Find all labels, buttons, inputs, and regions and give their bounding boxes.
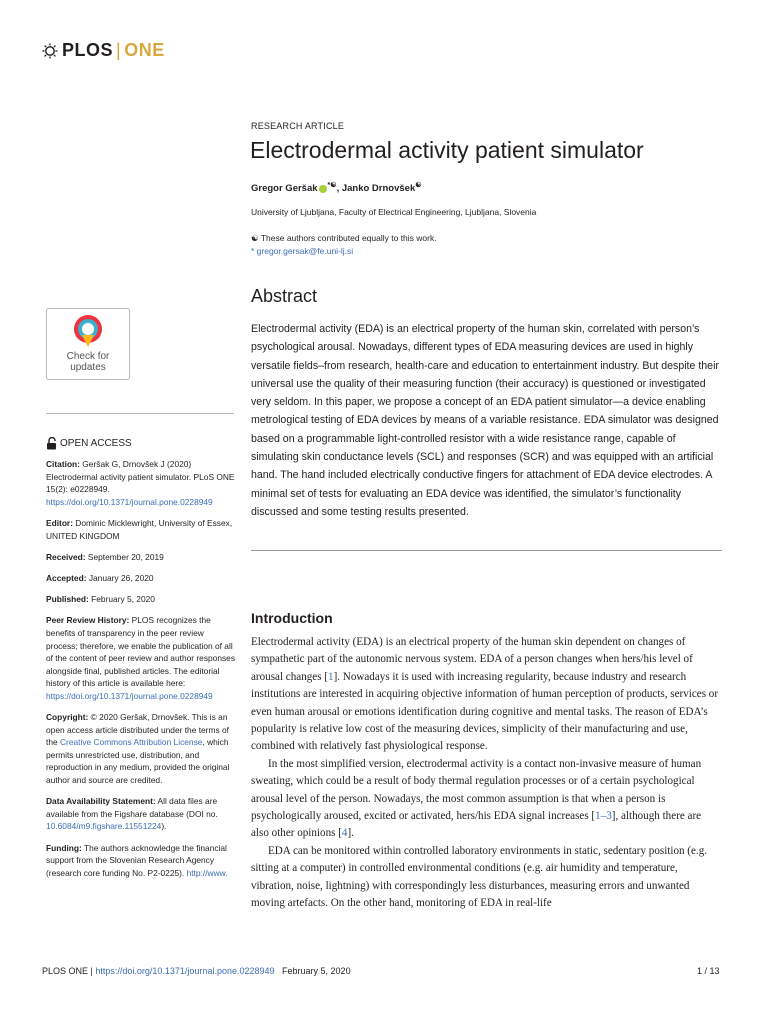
footer-date: February 5, 2020 <box>282 966 351 976</box>
funding-block <box>46 842 236 880</box>
plos-one-logo[interactable] <box>42 40 165 61</box>
crossmark-line2: updates <box>70 362 106 373</box>
intro-p2-text-end: ]. <box>347 827 354 840</box>
intro-paragraph-1 <box>251 634 721 756</box>
equal-contribution-text: These authors contributed equally to this work. <box>258 233 437 243</box>
equal-contribution-mark-1: ☯ <box>330 182 337 189</box>
abstract-divider <box>251 550 722 551</box>
published-label: Published: <box>46 594 89 605</box>
copyright-text: © 2020 Geršak, Drnovšek. This is an open access article distributed under the terms of the <box>46 712 229 748</box>
copyright-block <box>46 711 236 787</box>
reference-link[interactable]: 1 <box>328 670 334 683</box>
abstract-text: Electrodermal activity (EDA) is an electrical property of the human skin, correlated with person’s psychological arousal. Nowadays, different types of EDA measuring devices are used in highly versatile fields–from research, health-care and education to entertainment industry. But despite their universal use the quality of their measuring function (their accuracy) is questioned or investigated very seldom. In this paper, we propose a concept of an EDA patient simulator—a device enabling metrological testing of EDA devices by means of a variable resistance. EDA simulator was designed based on a programmable light-controlled resistor with a wide resistance range, capable of simulating skin conductance levels (SCL) and responses (SCR) and was equipped with an artificial hand. The hand included electrically conductive fingers for attachment of EDA device electrodes. A minimal set of tests for evaluating an EDA device was identified, the simulator’s functionality discussed and some testing results presented. <box>251 323 719 518</box>
email-asterisk: * <box>251 246 257 256</box>
data-availability-end: ). <box>161 821 167 832</box>
page-number: 1 / 13 <box>697 966 720 976</box>
copyright-text-end: , which permits unrestricted use, distribution, and reproduction in any medium, provided the original author and source are credited. <box>46 737 230 786</box>
reference-link[interactable]: 4 <box>341 827 348 840</box>
peer-review-block <box>46 614 236 702</box>
orcid-icon[interactable] <box>319 185 327 193</box>
intro-paragraph-3: EDA can be monitored within controlled laboratory environments in static, sedentary position (e.g. sitting at a computer) in controlled environmental conditions (e.g. air humidity and temperature, vibration, noise, lightning) with correspondingly less disturbances, measuring errors and unwanted moving artefacts. On the other hand, monitoring of EDA in real-life <box>251 844 708 910</box>
introduction-body <box>251 634 721 913</box>
footer-separator: | <box>88 966 96 976</box>
check-for-updates-badge[interactable] <box>46 308 130 380</box>
plos-sun-icon <box>42 43 58 59</box>
license-link[interactable]: Creative Commons Attribution License <box>59 737 203 748</box>
intro-paragraph-2 <box>251 756 721 843</box>
article-title: Electrodermal activity patient simulator <box>250 137 644 163</box>
open-access-label: OPEN ACCESS <box>60 438 132 449</box>
logo-plos-text: PLOS <box>62 40 114 60</box>
citation-doi-link[interactable]: https://doi.org/10.1371/journal.pone.0228949 <box>46 496 213 507</box>
abstract-heading: Abstract <box>251 286 318 306</box>
citation-text: Geršak G, Drnovšek J (2020) Electrodermal activity patient simulator. PLoS ONE 15(2): e0228949. <box>46 459 235 495</box>
equal-contribution-note <box>251 233 437 244</box>
funding-label: Funding: <box>46 842 82 853</box>
peer-review-text: PLOS recognizes the benefits of transparency in the peer review process; therefore, we enable the publication of all of the content of peer review and author responses alongside final, published articles. The editorial history of this article is available here: <box>46 615 236 689</box>
logo-one-text: ONE <box>124 40 165 60</box>
corresponding-email-link[interactable]: gregor.gersak@fe.uni-lj.si <box>256 246 354 256</box>
intro-p1-text: Electrodermal activity (EDA) is an electrical property of the human skin dependent on changes of sympathetic part of the autonomic nervous system. EDA of a person changes when hers/his level of arousal changes [ <box>251 636 693 683</box>
open-lock-icon <box>46 437 57 450</box>
editor-text: Dominic Micklewright, University of Essex, UNITED KINGDOM <box>46 517 233 541</box>
equal-contribution-symbol: ☯ <box>251 233 259 243</box>
sidebar-divider <box>46 413 234 414</box>
footer-journal: PLOS ONE <box>42 966 89 976</box>
corresponding-email-note <box>251 246 353 256</box>
article-info-sidebar <box>46 458 236 888</box>
editor-label: Editor: <box>46 517 73 528</box>
author-1-name[interactable]: Gregor Geršak <box>251 183 318 195</box>
crossmark-line1: Check for <box>66 351 110 362</box>
citation-label: Citation: <box>46 459 80 469</box>
affiliation: University of Ljubljana, Faculty of Electrical Engineering, Ljubljana, Slovenia <box>251 207 537 217</box>
reference-link[interactable]: 1–3 <box>595 810 612 823</box>
received-label: Received: <box>46 551 86 562</box>
corresponding-mark: * <box>327 182 331 189</box>
accepted-label: Accepted: <box>46 572 87 583</box>
peer-review-link[interactable]: https://doi.org/10.1371/journal.pone.0228949 <box>46 690 213 701</box>
data-availability-block <box>46 795 236 833</box>
footer-doi-link[interactable]: https://doi.org/10.1371/journal.pone.0228949 <box>95 966 275 976</box>
received-block <box>46 551 236 564</box>
citation-block <box>46 458 236 508</box>
funding-link[interactable]: http://www. <box>186 867 228 878</box>
intro-p1-text-cont: ]. Nowadays it is used with increasing regularity, because industry and research institutions are interested in acquiring objective information of human perception of products, services or even human arousal or emotions identification during cognitive and mental tasks. The reason of EDA’s popularity is relative low cost of the measuring devices, simplicity of their manufacturing and use, combined with relatively fast physiological response. <box>251 670 719 753</box>
equal-contribution-mark-2: ☯ <box>415 182 422 189</box>
published-block <box>46 593 236 606</box>
crossmark-icon <box>71 313 105 349</box>
data-availability-label: Data Availability Statement: <box>46 796 156 807</box>
funding-text: The authors acknowledge the financial support from the Slovenian Research Agency (research core funding No. P2-0225). <box>46 842 227 878</box>
intro-p2-text: In the most simplified version, electrodermal activity is a contact non-invasive measure of human sweating, which could be a result of body thermal regulation processes or of a certain psychological arousal level of the person. Nowadays, the most common assumption is that when a person is psychologically aroused, excited or activated, hers/his EDA signal increases [ <box>251 757 702 823</box>
received-date: September 20, 2019 <box>85 551 164 562</box>
logo-divider: | <box>116 40 122 60</box>
figshare-doi-link[interactable]: 10.6084/m9.figshare.11551224 <box>46 821 162 832</box>
introduction-heading: Introduction <box>251 610 333 626</box>
author-2-name[interactable]: , Janko Drnovšek <box>336 183 416 195</box>
editor-block <box>46 517 236 542</box>
peer-review-label: Peer Review History: <box>46 615 130 626</box>
article-type: RESEARCH ARTICLE <box>251 121 345 131</box>
copyright-label: Copyright: <box>46 712 89 723</box>
published-date: February 5, 2020 <box>88 594 155 605</box>
author-list <box>251 181 422 194</box>
data-availability-text: All data files are available from the Figshare database (DOI no. <box>46 796 218 819</box>
page-footer <box>42 966 351 976</box>
accepted-date: January 26, 2020 <box>86 572 154 583</box>
accepted-block <box>46 572 236 585</box>
open-access-badge <box>46 437 132 450</box>
intro-p2-text-cont: ], although there are also other opinions [ <box>251 810 702 840</box>
